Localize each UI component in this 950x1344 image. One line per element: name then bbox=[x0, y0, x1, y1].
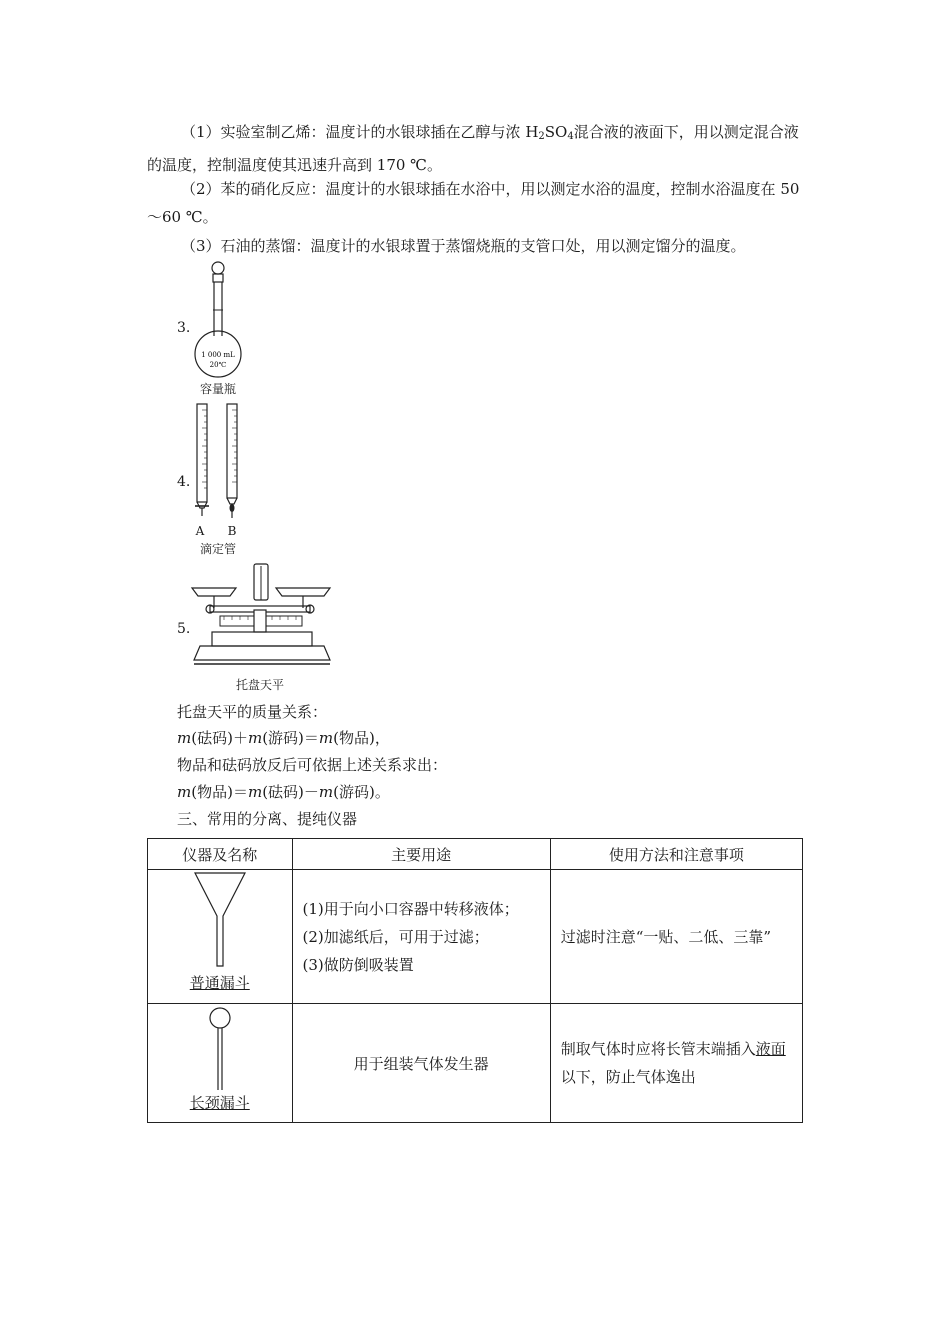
funnel-icon bbox=[194, 872, 246, 968]
use-item: 用于组装气体发生器 bbox=[353, 1054, 489, 1073]
math-m: m bbox=[318, 783, 334, 801]
table-row bbox=[148, 1004, 803, 1123]
text: 制取气体时应将长管末端插入 bbox=[560, 1040, 756, 1058]
notes-text bbox=[551, 1035, 802, 1091]
apparatus-cell bbox=[148, 1004, 293, 1123]
balance-heading: 托盘天平的质量关系： bbox=[177, 703, 328, 721]
math-m: m bbox=[177, 729, 192, 747]
section-title: 三、常用的分离、提纯仪器 bbox=[177, 810, 358, 828]
use-item: (2)加滤纸后，可用于过滤； bbox=[302, 927, 489, 946]
math-m: m bbox=[318, 729, 334, 747]
uses-cell bbox=[292, 1004, 550, 1123]
subscript: 2 bbox=[538, 131, 545, 142]
text: SO bbox=[544, 123, 568, 141]
text: (游码)。 bbox=[333, 783, 390, 801]
flask-volume-label: 1 000 mL bbox=[201, 351, 235, 359]
notes-text: 过滤时注意“一贴、二低、三靠” bbox=[560, 927, 772, 946]
paragraph-nitration: （2）苯的硝化反应：温度计的水银球插在水浴中，用以测定水浴的温度，控制水浴温度在 50～60 ℃。 bbox=[147, 180, 800, 226]
apparatus-name: 普通漏斗 bbox=[189, 974, 250, 992]
burette-figure bbox=[190, 402, 250, 524]
table-header-row bbox=[148, 839, 803, 870]
tray-balance-figure bbox=[190, 560, 334, 672]
figure-caption-burette: 滴定管 bbox=[199, 542, 236, 556]
volumetric-flask-figure bbox=[188, 258, 248, 378]
figure-number-3: 3. bbox=[177, 320, 191, 336]
separation-apparatus-table bbox=[147, 838, 803, 1123]
balance-equation-1 bbox=[177, 728, 390, 748]
text: (砝码)＋ bbox=[191, 729, 248, 747]
text: (物品)＝ bbox=[191, 783, 248, 801]
burette-label-a: A bbox=[195, 524, 205, 538]
apparatus-cell bbox=[148, 870, 293, 1004]
column-header-uses: 主要用途 bbox=[292, 839, 550, 870]
text: (游码)＝ bbox=[262, 729, 319, 747]
use-item: (1)用于向小口容器中转移液体； bbox=[302, 899, 519, 918]
table-row bbox=[148, 870, 803, 1004]
burette-label-b: B bbox=[227, 524, 237, 538]
figure-number-5: 5. bbox=[177, 621, 191, 637]
underlined-term: 液面 bbox=[755, 1040, 786, 1058]
text: (砝码)－ bbox=[262, 783, 319, 801]
text: （1）实验室制乙烯：温度计的水银球插在乙醇与浓 H bbox=[181, 123, 539, 141]
flask-temp-label: 20℃ bbox=[209, 361, 227, 369]
paragraph-ethylene bbox=[147, 118, 807, 179]
text: 以下，防止气体逸出 bbox=[560, 1068, 696, 1086]
figure-caption-tray-balance: 托盘天平 bbox=[235, 678, 284, 692]
text: 混合液的液面下，用以测定混合液的温度，控制温度使其迅速升高到 170 ℃。 bbox=[147, 123, 799, 174]
text: (物品)， bbox=[333, 729, 390, 747]
math-m: m bbox=[247, 729, 263, 747]
subscript: 4 bbox=[567, 131, 574, 142]
balance-equation-2 bbox=[177, 782, 390, 802]
column-header-notes: 使用方法和注意事项 bbox=[550, 839, 802, 870]
uses-cell bbox=[292, 870, 550, 1004]
use-item: (3)做防倒吸装置 bbox=[302, 955, 414, 974]
long-neck-funnel-icon bbox=[208, 1006, 232, 1092]
figure-caption-volumetric-flask: 容量瓶 bbox=[199, 382, 236, 396]
math-m: m bbox=[247, 783, 263, 801]
paragraph-distillation: （3）石油的蒸馏：温度计的水银球置于蒸馏烧瓶的支管口处，用以测定馏分的温度。 bbox=[181, 237, 746, 255]
math-m: m bbox=[177, 783, 192, 801]
balance-note: 物品和砝码放反后可依据上述关系求出： bbox=[177, 756, 448, 774]
figure-number-4: 4. bbox=[177, 474, 191, 490]
notes-cell bbox=[550, 870, 802, 1004]
apparatus-name: 长颈漏斗 bbox=[189, 1094, 250, 1112]
column-header-name: 仪器及名称 bbox=[148, 839, 293, 870]
notes-cell bbox=[550, 1004, 802, 1123]
